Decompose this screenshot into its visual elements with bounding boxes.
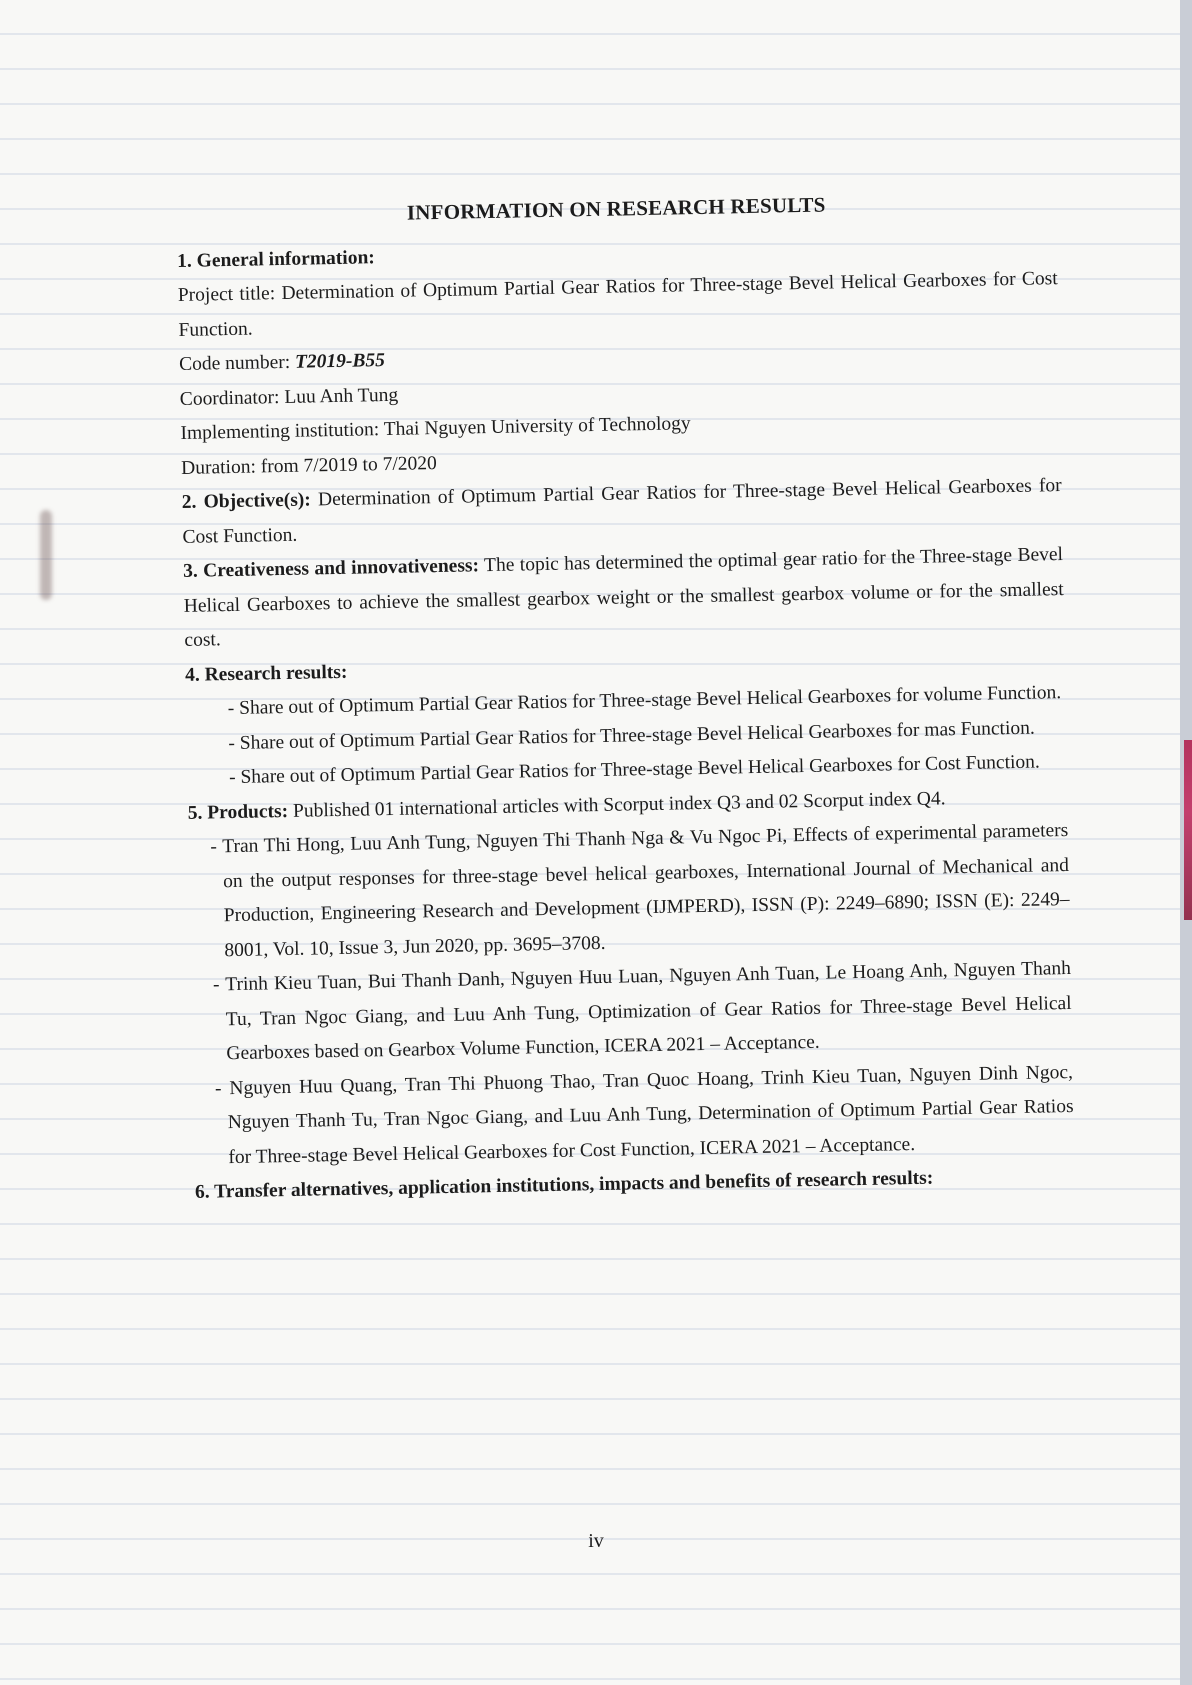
- code-value: T2019-B55: [294, 350, 386, 373]
- project-label: Project title:: [177, 283, 276, 306]
- coordinator: Coordinator: Luu Anh Tung: [179, 384, 399, 410]
- project-value: Determination of Optimum Partial Gear Ratios for Three-stage Bevel Helical Gearboxes for Cost Function.: [178, 268, 1058, 341]
- document-title: INFORMATION ON RESEARCH RESULTS: [406, 192, 826, 225]
- results-heading: 4. Research results:: [184, 661, 348, 686]
- code-label: Code number:: [178, 351, 291, 375]
- results-item: - Share out of Optimum Partial Gear Ratios for Three-stage Bevel Helical Gearboxes for volume Function.: [227, 682, 1062, 720]
- results-item: - Share out of Optimum Partial Gear Ratios for Three-stage Bevel Helical Gearboxes for Cost Function.: [228, 751, 1040, 789]
- stamp-mark: [1184, 740, 1192, 920]
- document-body: [176, 183, 1075, 1210]
- page-number: iv: [588, 1530, 604, 1552]
- products-text: Published 01 international articles with Scorput index Q3 and 02 Scorput index Q4.: [292, 787, 946, 822]
- scan-blot: [40, 510, 52, 600]
- objective-text: Determination of Optimum Partial Gear Ratios for Three-stage Bevel Helical Gearboxes for Cost Function.: [182, 475, 1062, 548]
- general-heading: 1. General information:: [176, 246, 376, 272]
- institution: Implementing institution: Thai Nguyen University of Technology: [180, 413, 691, 444]
- transfer-heading: 6. Transfer alternatives, application institutions, impacts and benefits of research results:: [194, 1167, 934, 1203]
- product-item: - Nguyen Huu Quang, Tran Thi Phuong Thao, Tran Quoc Hoang, Trinh Kieu Tuan, Nguyen Dinh Ngoc, Nguyen Thanh Tu, Tran Ngoc Giang, and Luu Anh Tung, Determination of Optimum Partial Gear Ratios for Three-stage Bevel Helical Gearboxes for Cost Function, ICERA 2021 – Acceptance.: [214, 1061, 1074, 1168]
- objective-heading: 2. Objective(s):: [181, 489, 312, 513]
- duration: Duration: from 7/2019 to 7/2020: [180, 452, 437, 479]
- creativeness-heading: 3. Creativeness and innovativeness:: [182, 555, 480, 582]
- results-item: - Share out of Optimum Partial Gear Ratios for Three-stage Bevel Helical Gearboxes for mas Function.: [228, 717, 1035, 754]
- creativeness: [183, 538, 1065, 658]
- product-item: - Tran Thi Hong, Luu Anh Tung, Nguyen Thi Thanh Nga & Vu Ngoc Pi, Effects of experimental parameters on the output responses for three-stage bevel helical gearboxes, International Journal of Mechanical and Production, Engineering Research and Development (IJMPERD), ISSN (P): 2249–6890; ISSN (E): 2249–8001, Vol. 10, Issue 3, Jun 2020, pp. 3695–3708.: [210, 819, 1070, 961]
- creativeness-text: The topic has determined the optimal gear ratio for the Three-stage Bevel Helical Gearboxes to achieve the smallest gearbox weight or the smallest gearbox volume or for the smallest cost.: [183, 544, 1064, 651]
- products-heading: 5. Products:: [187, 800, 289, 824]
- product-item: - Trinh Kieu Tuan, Bui Thanh Danh, Nguyen Huu Luan, Nguyen Anh Tuan, Le Hoang Anh, Nguyen Thanh Tu, Tran Ngoc Giang, and Luu Anh Tung, Optimization of Gear Ratios for Three-stage Bevel Helical Gearboxes based on Gearbox Volume Function, ICERA 2021 – Acceptance.: [212, 957, 1072, 1065]
